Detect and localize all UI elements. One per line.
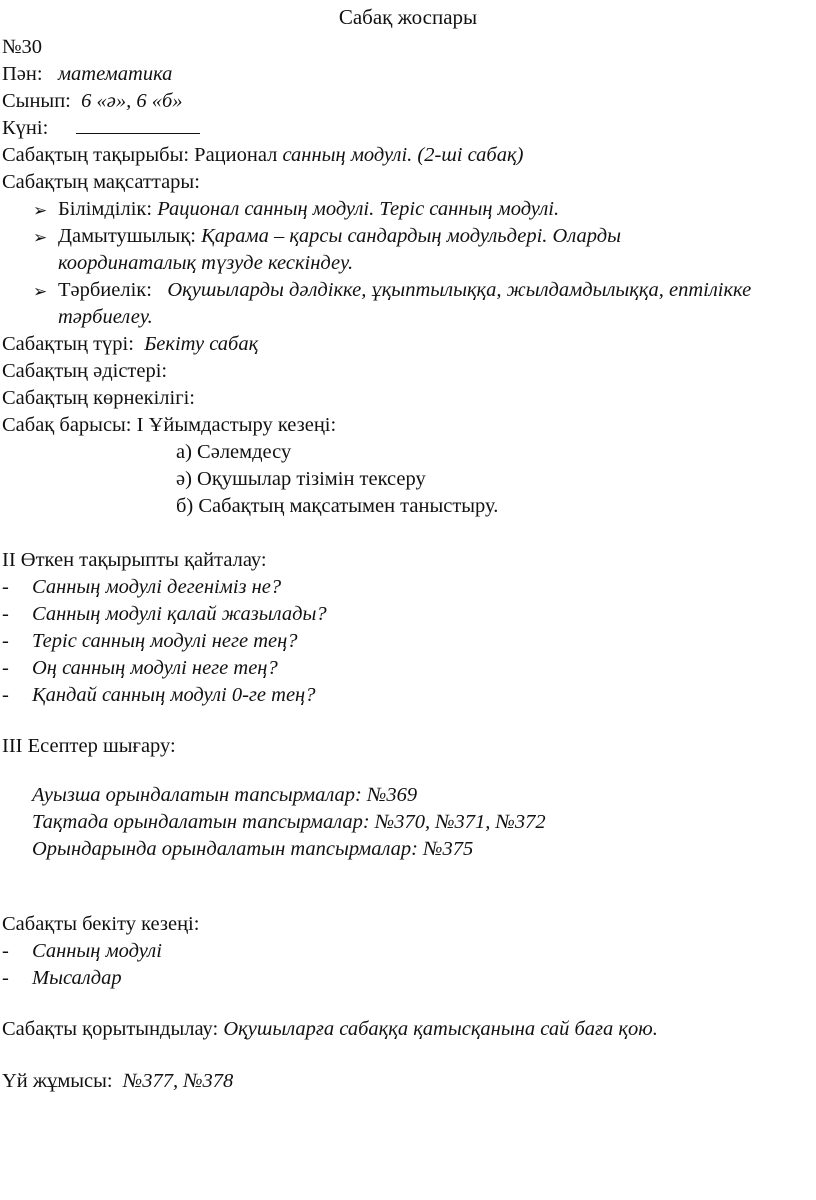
dash-bullet: - bbox=[2, 603, 9, 625]
grade-value: 6 «ә», 6 «б» bbox=[81, 90, 183, 112]
dash-bullet: - bbox=[2, 940, 9, 962]
topic-label: Сабақтың тақырыбы: Рационал bbox=[2, 144, 278, 166]
dash-bullet: - bbox=[2, 657, 9, 679]
homework-label: Үй жұмысы: bbox=[2, 1070, 113, 1092]
review-question: Қандай санның модулі 0-ге тең? bbox=[32, 684, 316, 706]
dash-bullet: - bbox=[2, 684, 9, 706]
goal-upbringing-text: Оқушыларды дәлдікке, ұқыптылыққа, жылдамдылыққа, ептілікке bbox=[167, 279, 752, 301]
arrow-bullet-icon: ➢ bbox=[33, 228, 48, 248]
methods-label: Сабақтың әдістері: bbox=[2, 360, 168, 382]
arrow-bullet-icon: ➢ bbox=[33, 282, 48, 302]
homework-value: №377, №378 bbox=[122, 1070, 234, 1092]
goals-label: Сабақтың мақсаттары: bbox=[2, 171, 200, 193]
goal-upbringing-label: Тәрбиелік: bbox=[58, 279, 152, 301]
problem-task: Тақтада орындалатын тапсырмалар: №370, №371, №372 bbox=[32, 811, 546, 833]
date-blank bbox=[76, 115, 200, 134]
document-title: Сабақ жоспары bbox=[338, 5, 478, 29]
arrow-bullet-icon: ➢ bbox=[33, 201, 48, 221]
problem-task: Ауызша орындалатын тапсырмалар: №369 bbox=[32, 784, 418, 806]
grade-line bbox=[2, 88, 183, 115]
goal-knowledge-text: Рационал санның модулі. Теріс санның модулі. bbox=[157, 198, 560, 220]
subject-label: Пән: bbox=[2, 63, 43, 85]
problem-task: Орындарында орындалатын тапсырмалар: №375 bbox=[32, 838, 474, 860]
summary-value: Оқушыларға сабаққа қатысқанына сай баға қою. bbox=[223, 1018, 658, 1040]
goal-upbringing-text-2: тәрбиелеу. bbox=[58, 306, 153, 328]
goal-development-text-2: координаталық түзуде кескіндеу. bbox=[58, 252, 354, 274]
date-label: Күні: bbox=[2, 117, 49, 139]
subject-line bbox=[2, 61, 172, 88]
review-question: Оң санның модулі неге тең? bbox=[32, 657, 278, 679]
lesson-number: №30 bbox=[2, 36, 43, 58]
progress-label: Сабақ барысы: І Ұйымдастыру кезеңі: bbox=[2, 414, 337, 436]
type-value: Бекіту сабақ bbox=[144, 333, 259, 355]
dash-bullet: - bbox=[2, 630, 9, 652]
visuals-label: Сабақтың көрнекілігі: bbox=[2, 387, 195, 409]
dash-bullet: - bbox=[2, 967, 9, 989]
problems-label: ІІІ Есептер шығару: bbox=[2, 735, 176, 757]
review-question: Теріс санның модулі неге тең? bbox=[32, 630, 298, 652]
goal-knowledge-label: Білімділік: bbox=[58, 198, 153, 220]
progress-step: а) Сәлемдесу bbox=[176, 441, 292, 463]
subject-value: математика bbox=[57, 63, 173, 85]
review-label: ІІ Өткен тақырыпты қайталау: bbox=[2, 549, 267, 571]
type-label: Сабақтың түрі: bbox=[2, 333, 134, 355]
consolidation-item: Мысалдар bbox=[32, 967, 122, 989]
progress-step: б) Сабақтың мақсатымен таныстыру. bbox=[176, 495, 499, 517]
consolidation-item: Санның модулі bbox=[32, 940, 162, 962]
goal-development-label: Дамытушылық: bbox=[58, 225, 196, 247]
review-question: Санның модулі дегеніміз не? bbox=[32, 576, 282, 598]
topic-value: санның модулі. (2-ші сабақ) bbox=[282, 144, 524, 166]
dash-bullet: - bbox=[2, 576, 9, 598]
summary-label: Сабақты қорытындылау: bbox=[2, 1018, 219, 1040]
topic-line bbox=[2, 142, 523, 169]
consolidation-label: Сабақты бекіту кезеңі: bbox=[2, 913, 200, 935]
grade-label: Сынып: bbox=[2, 90, 71, 112]
review-question: Санның модулі қалай жазылады? bbox=[32, 603, 327, 625]
progress-step: ә) Оқушылар тізімін тексеру bbox=[176, 468, 426, 490]
goal-development-text: Қарама – қарсы сандардың модульдері. Оларды bbox=[201, 225, 622, 247]
date-line bbox=[2, 115, 200, 142]
